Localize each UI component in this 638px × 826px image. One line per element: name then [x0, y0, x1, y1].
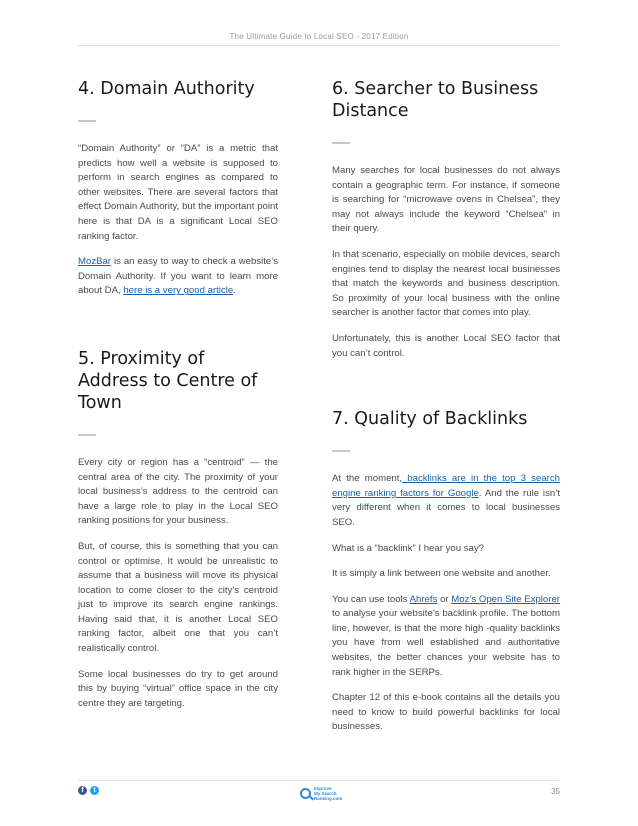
- section-title-backlinks: 7. Quality of Backlinks: [332, 409, 528, 430]
- logo-text: [314, 786, 342, 801]
- paragraph-text: or: [437, 593, 452, 605]
- left-column: [78, 78, 278, 722]
- backlinks-ranking-link[interactable]: backlinks are in the top 3 search engine ranking factors for Google: [332, 473, 560, 499]
- paragraph-text: to analyse your website’s backlink profile. The bottom line, however, is that the more high -quality backlinks you have from well established and authoritative websites, the better chances your website has to rank higher in the SERPs.: [332, 608, 560, 678]
- section-backlinks: [332, 408, 560, 735]
- paragraph: It is simply a link between one website and another.: [332, 568, 551, 580]
- footer-social-links: [78, 786, 99, 795]
- running-header: The Ultimate Guide to Local SEO - 2017 Edition: [229, 32, 409, 41]
- paragraph: But, of course, this is something that you can control or optimise. It would be unrealistic to assume that a business will move its physical location to come closer to the city’s centroid just to improve its search engine rankings. Having said that, it is another Local SEO ranking factor, albeit one that you can’t realistically control.: [78, 540, 278, 655]
- paragraph: Chapter 12 of this e-book contains all the details you need to know to build powerful backlinks for local businesses.: [332, 692, 560, 733]
- da-article-link[interactable]: here is a very good article: [123, 285, 234, 297]
- paragraph: [332, 593, 560, 681]
- paragraph: [78, 255, 278, 299]
- section-title-searcher-distance: 6. Searcher to Business Distance: [332, 79, 539, 121]
- mozbar-link[interactable]: MozBar: [78, 256, 112, 268]
- logo-line: My Search: [314, 791, 337, 796]
- paragraph: What is a “backlink” I hear you say?: [332, 542, 484, 554]
- right-column: [332, 78, 560, 746]
- moz-open-site-explorer-link[interactable]: Moz’s Open Site Explorer: [451, 593, 560, 605]
- logo-line: Improve: [314, 786, 332, 791]
- footer-logo: [300, 786, 342, 801]
- paragraph-text: . And the rule isn’t very different when it comes to local businesses SEO.: [332, 487, 560, 528]
- paragraph-text: .: [233, 285, 236, 297]
- paragraph: Unfortunately, this is another Local SEO factor that you can’t control.: [332, 332, 560, 359]
- header-divider: [78, 45, 559, 46]
- page-number: 35: [551, 787, 560, 796]
- title-accent-bar: [78, 120, 96, 122]
- section-domain-authority: [78, 78, 278, 299]
- title-accent-bar: [78, 434, 96, 436]
- section-title-domain-authority: 4. Domain Authority: [78, 79, 255, 99]
- paragraph: Every city or region has a “centroid” — the central area of the city. The proximity of your local business’s address to the centroid can have a large role to play in the Local SEO ranking positions for your business.: [78, 456, 278, 527]
- twitter-icon[interactable]: t: [90, 786, 99, 795]
- facebook-icon[interactable]: f: [78, 786, 87, 795]
- section-searcher-distance: [332, 78, 560, 361]
- paragraph-text: is an easy to way to check a website’s Domain Authority. If you want to learn more about DA,: [78, 256, 278, 297]
- title-accent-bar: [332, 142, 350, 144]
- magnifier-logo-icon: [300, 788, 311, 799]
- paragraph: Many searches for local businesses do not always contain a geographic term. For instance, if someone is searching for “microwave ovens in Chelsea”, they may not always include the keyword “Chelsea” in their query.: [332, 165, 560, 235]
- logo-line: Ranking.com: [314, 796, 343, 801]
- paragraph: “Domain Authority” or “DA” is a metric that predicts how well a website is supposed to perform in search engines as compared to other websites. There are several factors that effect Domain Authority, but the important point here is that DA is a significant Local SEO ranking factor.: [78, 143, 278, 242]
- section-proximity: [78, 348, 278, 712]
- paragraph-text: You can use tools: [332, 593, 410, 605]
- paragraph: In that scenario, especially on mobile devices, search engines tend to display the nearest local businesses that match the keywords and business description. So proximity of your local business with the online searcher is another factor that comes into play.: [332, 248, 560, 319]
- paragraph: [332, 472, 560, 530]
- title-accent-bar: [332, 450, 350, 452]
- section-title-proximity: 5. Proximity of Address to Centre of Town: [78, 348, 258, 413]
- paragraph-text: At the moment,: [332, 473, 403, 485]
- ahrefs-link[interactable]: Ahrefs: [409, 593, 438, 605]
- paragraph: Some local businesses do try to get around this by buying “virtual” office space in the city centre they are targeting.: [78, 668, 278, 709]
- footer-divider: [78, 780, 559, 781]
